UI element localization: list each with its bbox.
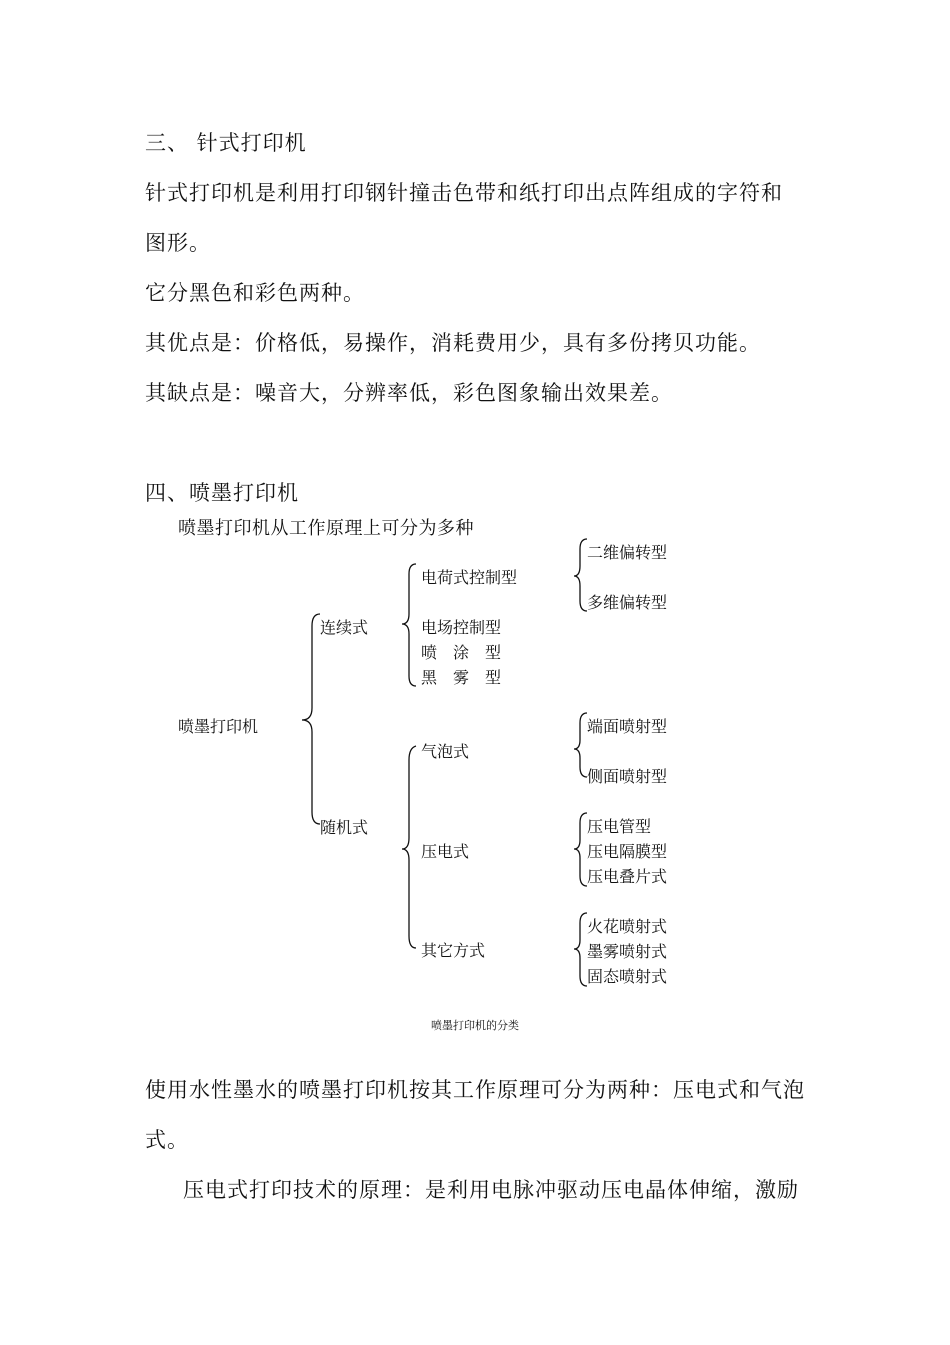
node-bubble: 气泡式 (421, 742, 470, 761)
brace-continuous (402, 564, 416, 686)
section-heading-inkjet: 四、喷墨打印机 (145, 481, 299, 505)
node-piezo-sub-1: 压电管型 (587, 817, 652, 836)
brace-other (574, 913, 587, 986)
brace-bubble (574, 713, 587, 777)
node-random: 随机式 (320, 818, 369, 837)
node-charge-sub-1: 二维偏转型 (587, 543, 668, 562)
diagram-caption: 喷墨打印机的分类 (431, 1019, 519, 1032)
node-charge-sub-2: 多维偏转型 (587, 593, 668, 612)
node-root: 喷墨打印机 (178, 717, 259, 736)
node-spray: 喷 涂 型 (421, 643, 502, 662)
node-charge-control: 电荷式控制型 (421, 568, 518, 587)
node-other: 其它方式 (421, 941, 486, 960)
node-piezo-sub-2: 压电隔膜型 (587, 842, 668, 861)
diagram-intro: 喷墨打印机从工作原理上可分为多种 (178, 518, 474, 539)
node-piezo: 压电式 (421, 842, 470, 861)
node-mist: 黑 雾 型 (421, 668, 502, 687)
paragraph-line: 它分黑色和彩色两种。 (145, 281, 365, 305)
node-bubble-sub-1: 端面喷射型 (587, 717, 668, 736)
node-other-sub-3: 固态喷射式 (587, 967, 668, 986)
brace-root (302, 614, 320, 824)
paragraph-line: 使用水性墨水的喷墨打印机按其工作原理可分为两种：压电式和气泡 (145, 1078, 805, 1102)
paragraph-line: 其优点是：价格低，易操作，消耗费用少，具有多份拷贝功能。 (145, 331, 761, 355)
paragraph-line: 式。 (145, 1128, 189, 1152)
node-other-sub-1: 火花喷射式 (587, 917, 668, 936)
node-continuous: 连续式 (320, 618, 369, 637)
section-heading-dot-matrix: 三、 针式打印机 (145, 131, 307, 155)
brace-random (402, 746, 416, 948)
node-piezo-sub-3: 压电叠片式 (587, 867, 668, 886)
paragraph-line: 其缺点是：噪音大，分辨率低，彩色图象输出效果差。 (145, 381, 673, 405)
brace-charge-control (574, 539, 587, 611)
paragraph-line: 图形。 (145, 231, 211, 255)
node-bubble-sub-2: 侧面喷射型 (587, 767, 668, 786)
node-field-control: 电场控制型 (421, 618, 502, 637)
paragraph-line: 压电式打印技术的原理：是利用电脉冲驱动压电晶体伸缩，激励 (183, 1178, 799, 1202)
node-other-sub-2: 墨雾喷射式 (587, 942, 668, 961)
brace-piezo (574, 813, 587, 886)
paragraph-line: 针式打印机是利用打印钢针撞击色带和纸打印出点阵组成的字符和 (145, 181, 783, 205)
